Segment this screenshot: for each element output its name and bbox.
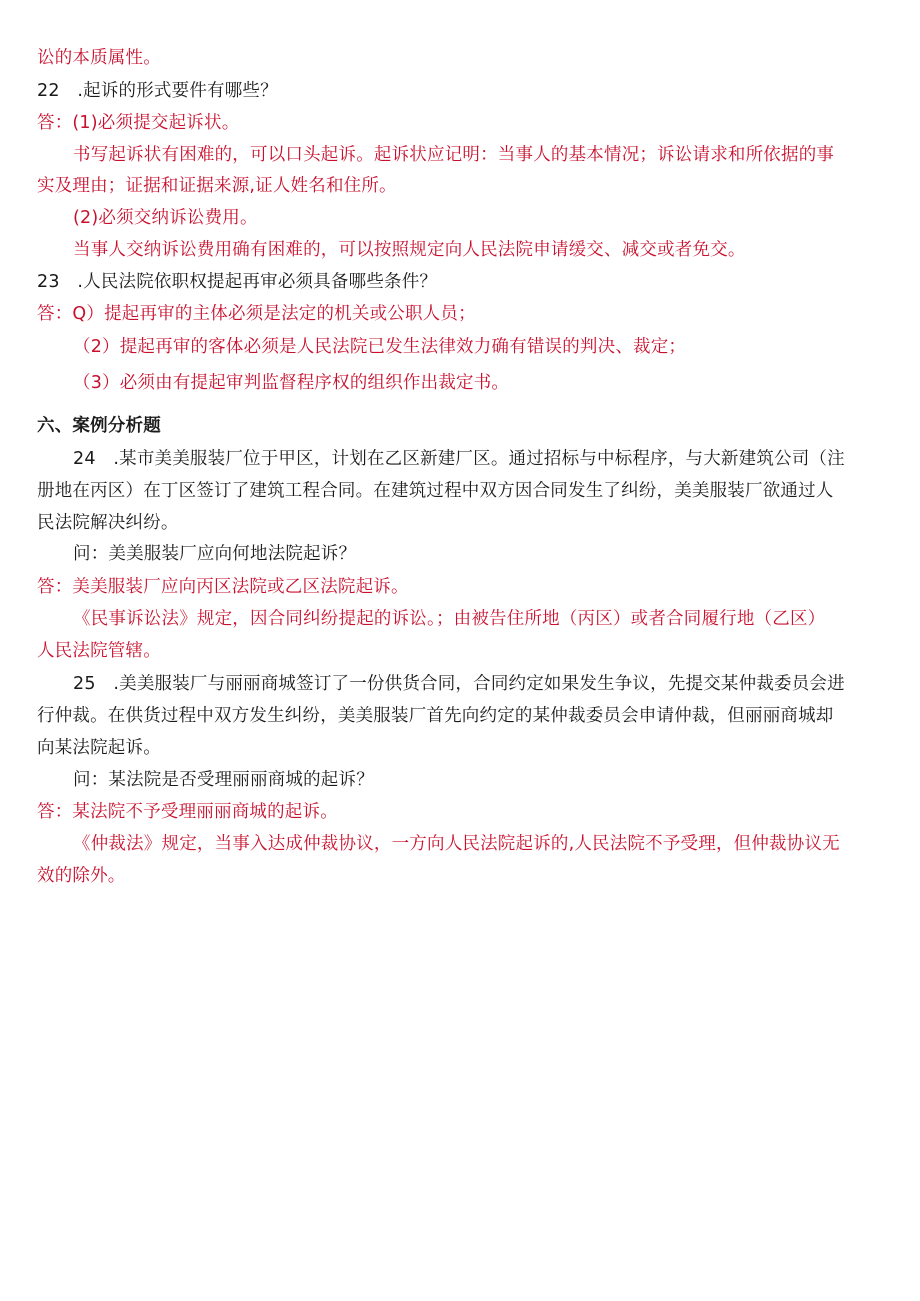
text-line: 人民法院管辖。 bbox=[37, 641, 161, 661]
section-heading: 六、案例分析题 bbox=[37, 416, 161, 436]
text-line: 《民事诉讼法》规定，因合同纠纷提起的诉讼。；由被告住所地（丙区）或者合同履行地（乙区） bbox=[73, 609, 826, 629]
question-23: 23 .人民法院依职权提起再审必须具备哪些条件？ bbox=[37, 272, 438, 292]
answer-25: 答：某法院不予受理丽丽商城的起诉。 bbox=[37, 802, 338, 822]
text-line: 实及理由；证据和证据来源,证人姓名和住所。 bbox=[37, 176, 397, 196]
text-line: 行仲裁。在供货过程中双方发生纠纷，美美服装厂首先向约定的某仲裁委员会申请仲裁，但丽丽商城却 bbox=[37, 706, 834, 726]
text-line: 向某法院起诉。 bbox=[37, 738, 161, 758]
answer-24: 答：美美服装厂应向丙区法院或乙区法院起诉。 bbox=[37, 577, 409, 597]
text-line: 效的除外。 bbox=[37, 866, 126, 886]
text-line: 讼的本质属性。 bbox=[37, 48, 161, 68]
question-24-ask: 问：美美服装厂应向何地法院起诉？ bbox=[73, 544, 357, 564]
question-22: 22 .起诉的形式要件有哪些？ bbox=[37, 81, 278, 101]
text-line: 册地在丙区）在丁区签订了建筑工程合同。在建筑过程中双方因合同发生了纠纷，美美服装厂欲通过人 bbox=[37, 481, 834, 501]
text-line: 当事人交纳诉讼费用确有困难的，可以按照规定向人民法院申请缓交、减交或者免交。 bbox=[73, 240, 746, 260]
text-line: 民法院解决纠纷。 bbox=[37, 513, 179, 533]
answer-23: 答：Q）提起再审的主体必须是法定的机关或公职人员； bbox=[37, 304, 476, 324]
text-line: （2）提起再审的客体必须是人民法院已发生法律效力确有错误的判决、裁定； bbox=[73, 337, 687, 357]
answer-22: 答：(1)必须提交起诉状。 bbox=[37, 113, 240, 133]
text-line: 书写起诉状有困难的，可以口头起诉。起诉状应记明：当事人的基本情况；诉讼请求和所依据的事 bbox=[73, 145, 835, 165]
question-25: 25 .美美服装厂与丽丽商城签订了一份供货合同，合同约定如果发生争议，先提交某仲裁委员会进 bbox=[73, 674, 845, 694]
question-24: 24 .某市美美服装厂位于甲区，计划在乙区新建厂区。通过招标与中标程序，与大新建筑公司（注 bbox=[73, 449, 845, 469]
text-line: （3）必须由有提起审判监督程序权的组织作出裁定书。 bbox=[73, 373, 510, 393]
question-25-ask: 问：某法院是否受理丽丽商城的起诉？ bbox=[73, 770, 374, 790]
text-line: 《仲裁法》规定，当事入达成仲裁协议，一方向人民法院起诉的,人民法院不予受理，但仲裁协议无 bbox=[73, 834, 840, 854]
text-line: (2)必须交纳诉讼费用。 bbox=[73, 208, 258, 228]
